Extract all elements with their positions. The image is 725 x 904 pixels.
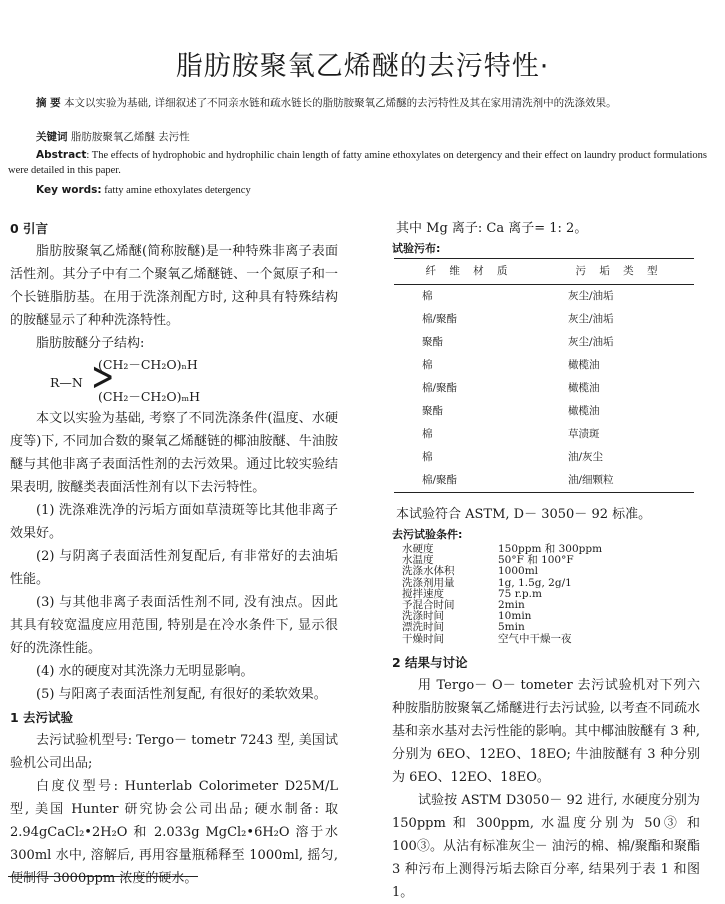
whiteness-paragraph: 白度仪型号: Hunterlab Colorimeter D25M/L 型, 美国 Hunter 研究协会公司出品; 硬水制备: 取 2.94gCaCl₂•2H₂O 和 2.033g MgCl₂•6H₂O 溶于水 300ml 水中, 溶解后, 再用容量瓶稀释至 1000ml, 摇匀, 便制得 3000ppm 浓度的硬水。 [10,779,338,886]
results-paragraph-1: 用 Tergo－ O－ tometer 去污试验机对下列六种胺脂肪胺聚氧乙烯醚进行去污试验, 以考查不同疏水基和亲水基对去污性能的影响。其中椰油胺醚有 3 种, 分别为 6EO、12EO、18EO; 牛油胺醚有 3 种分别为 6EO、12EO、18EO。 [392,677,700,785]
condition-key: 洗涤时间 [402,610,444,623]
condition-value: 10min [498,610,532,623]
right-column [392,217,700,904]
abstract-label: 摘 要 [36,97,61,109]
condition-key: 搅拌速度 [402,587,444,600]
fiber-cell: 棉/聚酯 [422,382,458,394]
soil-cell: 油/细颗粒 [544,469,694,493]
formula-brace: > [91,354,115,400]
molecular-formula [10,355,338,407]
formula-chain-n: (CH₂－CH₂O)ₙH [98,357,198,372]
keywords-en-label: Key words: [36,184,102,196]
soil-cloth-title: 试验污布: [392,242,441,255]
intro-paragraph-3: 本文以实验为基础, 考察了不同洗涤条件(温度、水硬度等)下, 不同加合数的聚氧乙烯醚链的椰油胺醚、牛油胺醚与其他非离子表面活性剂的去污效果。通过比较实验结果表明, 胺醚类表面活性剂有以下去污特性。 [10,411,338,495]
feature-item-4: (4) 水的硬度对其洗涤力无明显影响。 [36,664,254,679]
feature-item-2: (2) 与阴离子表面活性剂复配后, 有非常好的去油垢性能。 [10,549,338,587]
condition-value: 75 r.p.m [498,587,542,600]
table-row [394,469,694,493]
fiber-cell: 棉/聚酯 [422,313,458,325]
table-row [394,446,694,469]
left-column [10,217,338,890]
footnote-rule [8,876,198,877]
header-fiber: 纤 维 材 质 [394,259,544,285]
abstract-text: 本文以实验为基础, 详细叙述了不同亲水链和疏水链长的脂肪胺聚氧乙烯醚的去污特性及其在家用清洗剂中的洗涤效果。 [64,97,617,109]
soil-cell: 橄榄油 [568,359,600,371]
abstract-en: Abstract: The effects of hydrophobic and hydrophilic chain length of fatty amine ethoxylates on detergency and their effect on laundry product formulations were detailed in this paper. [8,149,708,176]
results-paragraph-2: 试验按 ASTM D3050－ 92 进行, 水硬度分别为 150ppm 和 300ppm, 水温度分别为 50③ 和 100③。从沾有标准灰尘－ 油污的棉、棉/聚酯和聚酯 3 种污布上测得污垢去除百分率, 结果列于表 1 和图 1。 [392,792,700,900]
condition-value: 150ppm 和 300ppm [498,543,603,555]
feature-item-3: (3) 与其他非离子表面活性剂不同, 没有浊点。因此其具有较宽温度应用范围, 特别是在冷水条件下, 显示很好的洗涤性能。 [10,595,338,656]
table-row [394,331,694,354]
feature-item-1: (1) 洗涤难洗净的污垢方面如草渍斑等比其他非离子效果好。 [10,503,338,541]
fiber-cell: 聚酯 [422,405,443,417]
condition-row [392,622,700,633]
keywords-label: 关键词 [36,131,68,143]
fiber-cell: 棉 [422,451,433,463]
condition-key: 水硬度 [402,543,434,555]
keywords-en [8,183,713,198]
soil-cell: 灰尘/油垢 [568,336,614,348]
fiber-cell: 聚酯 [422,336,443,348]
table-row [394,308,694,331]
fiber-cell: 棉 [422,428,433,440]
condition-key: 予混合时间 [402,599,455,612]
fiber-cell: 棉 [422,359,433,371]
table-row [394,354,694,377]
condition-key: 漂洗时间 [402,621,444,634]
condition-key: 洗涤剂用量 [402,576,455,589]
fiber-cell: 棉/聚酯 [394,469,544,493]
abstract-en-text: The effects of hydrophobic and hydrophilic chain length of fatty amine ethoxylates on detergency and their effect on laundry product formulations were detailed in this paper. [8,150,708,176]
section-2-heading: 2 结果与讨论 [392,654,468,670]
soil-cell: 灰尘/油垢 [568,313,614,325]
header-soil-type: 污 垢 类 型 [544,259,694,285]
condition-value: 1000ml [498,565,539,578]
condition-value: 2min [498,599,525,612]
formula-r-n: R—N [50,375,83,390]
astm-standard-text: 本试验符合 ASTM, D－ 3050－ 92 标准。 [396,507,652,522]
condition-key: 干燥时间 [402,632,444,645]
abstract-en-label: Abstract [36,149,87,161]
condition-key: 洗涤水体积 [402,565,455,578]
tester-paragraph: 去污试验机型号: Tergo－ tometr 7243 型, 美国试验机公司出品; [10,733,338,771]
condition-value: 空气中干燥一夜 [498,632,572,645]
feature-item-5: (5) 与阳离子表面活性剂复配, 有很好的柔软效果。 [36,687,327,702]
table-row [394,423,694,446]
condition-key: 水温度 [402,554,434,567]
soil-cell: 草渍斑 [568,428,600,440]
condition-value: 5min [498,621,525,634]
ion-ratio-text: 其中 Mg 离子: Ca 离子= 1: 2。 [396,221,588,236]
formula-chain-m: (CH₂－CH₂O)ₘH [98,389,201,404]
condition-row [392,566,700,577]
condition-value: 50°F 和 100°F [498,554,574,567]
conditions-title: 去污试验条件: [392,528,463,541]
section-0-heading: 0 引言 [10,221,49,236]
keywords-zh [8,130,713,145]
abstract-zh [8,96,713,111]
keywords-en-text: fatty amine ethoxylates detergency [104,185,251,196]
table-row [394,400,694,423]
intro-paragraph-2: 脂肪胺醚分子结构: [36,336,145,351]
intro-paragraph-1: 脂肪胺聚氧乙烯醚(简称胺醚)是一种特殊非离子表面活性剂。其分子中有二个聚氧乙烯醚链、一个氮原子和一个长链脂肪基。在用于洗涤剂配方时, 这种具有特殊结构的胺醚显示了种种洗涤特性。 [10,244,338,328]
fiber-cell: 棉 [422,290,433,302]
table-row [394,285,694,309]
keywords-text: 脂肪胺聚氧乙烯醚 去污性 [70,131,190,143]
section-1-heading: 1 去污试验 [10,710,74,725]
soil-cell: 橄榄油 [568,382,600,394]
condition-value: 1g, 1.5g, 2g/1 [498,576,572,589]
soil-cell: 灰尘/油垢 [568,290,614,302]
soil-cell: 橄榄油 [568,405,600,417]
conditions-list [392,544,700,645]
table-header-row [394,259,694,285]
soil-cell: 油/灰尘 [568,451,604,463]
condition-row [392,634,700,645]
soil-cloth-table [394,258,694,493]
paper-title: 脂肪胺聚氧乙烯醚的去污特性· [175,51,550,82]
table-row [394,377,694,400]
